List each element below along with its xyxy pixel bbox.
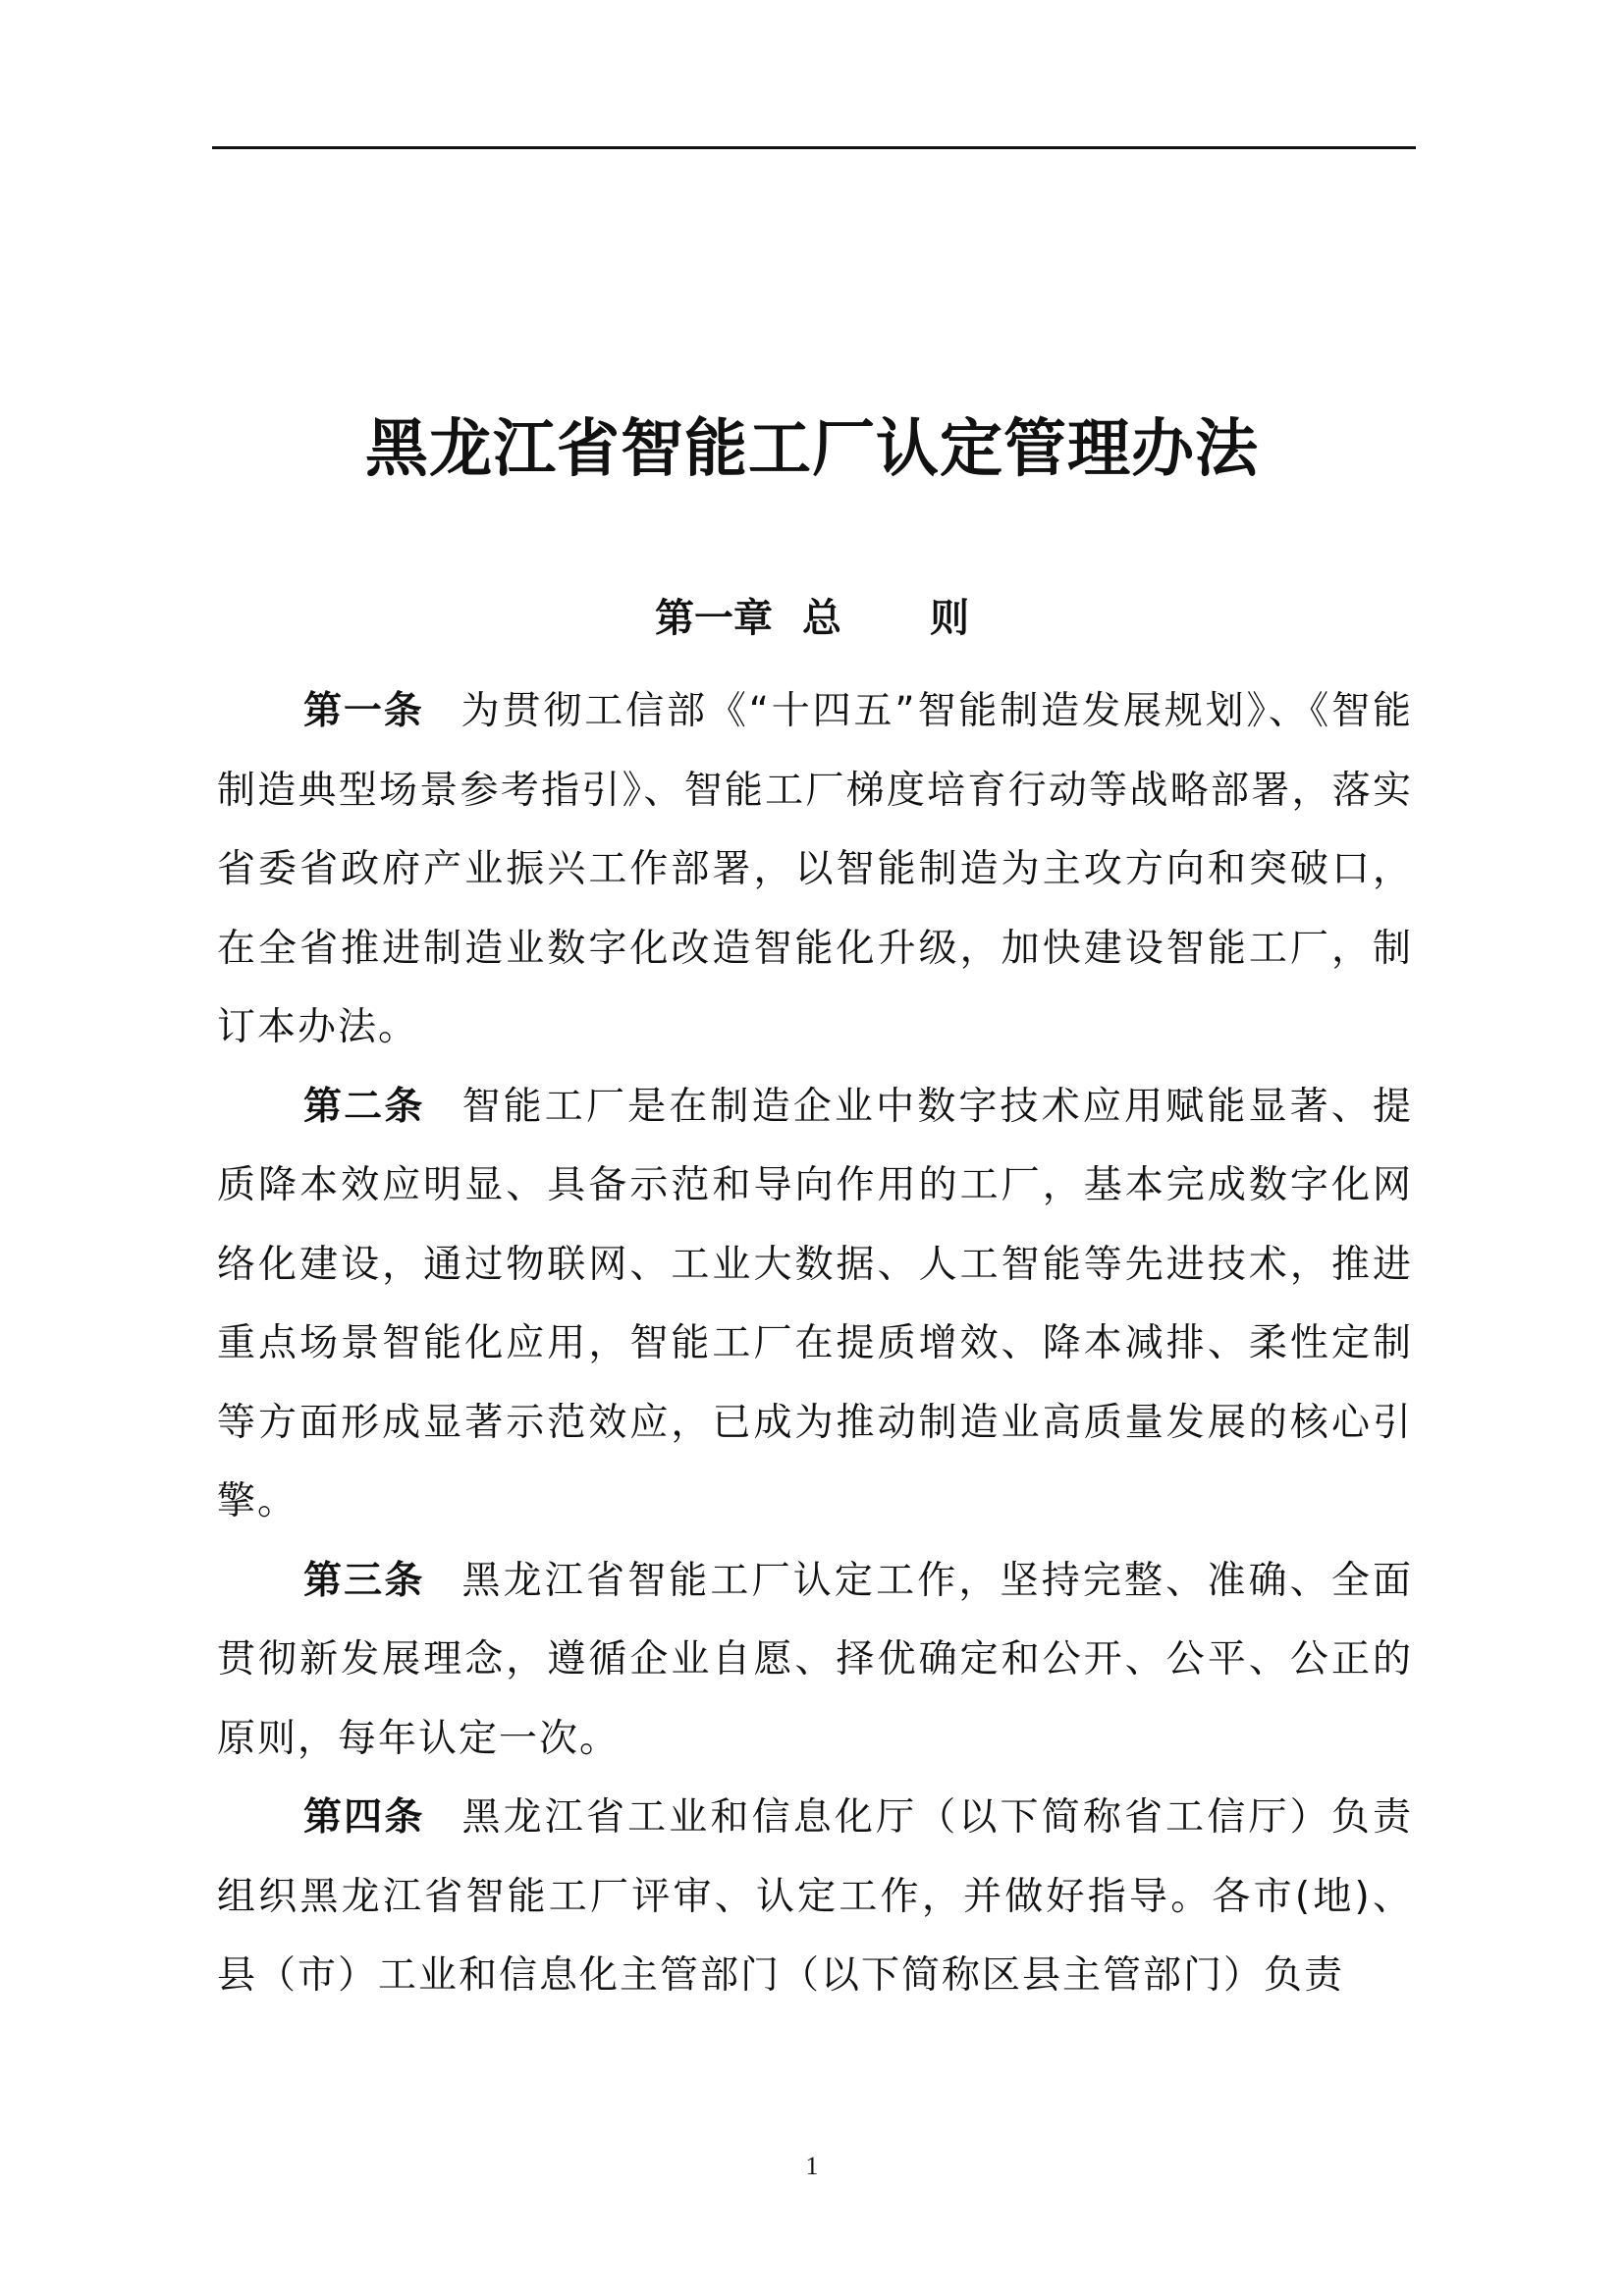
page-number: 1 [805, 2152, 819, 2180]
article-4 [217, 1779, 1413, 2016]
document-body [217, 672, 1413, 2016]
article-text: 智能工厂是在制造企业中数字技术应用赋能显著、提质降本效应明显、具备示范和导向作用的工厂，基本完成数字化网络化建设，通过物联网、工业大数据、人工智能等先进技术，推进重点场景智能化应用，智能工厂在提质增效、降本减排、柔性定制等方面形成显著示范效应，已成为推动制造业高质量发展的核心引擎。 [217, 1084, 1413, 1523]
chapter-label: 第一章 [655, 596, 773, 641]
header-rule [212, 146, 1416, 149]
chapter-title-part1: 总 [802, 596, 841, 641]
article-number: 第一条 [303, 689, 424, 733]
article-number: 第二条 [303, 1084, 425, 1129]
chapter-heading [0, 589, 1624, 648]
document-title: 黑龙江省智能工厂认定管理办法 [365, 412, 1259, 486]
article-2 [217, 1068, 1413, 1542]
article-text: 为贯彻工信部《“十四五”智能制造发展规划》、《智能制造典型场景参考指引》、智能工厂梯度培育行动等战略部署，落实省委省政府产业振兴工作部署，以智能制造为主攻方向和突破口，在全省推进制造业数字化改造智能化升级，加快建设智能工厂，制订本办法。 [217, 689, 1413, 1049]
article-text: 黑龙江省工业和信息化厅（以下简称省工信厅）负责组织黑龙江省智能工厂评审、认定工作，并做好指导。各市(地)、县（市）工业和信息化主管部门（以下简称区县主管部门）负责 [217, 1795, 1413, 1998]
article-text: 黑龙江省智能工厂认定工作，坚持完整、准确、全面贯彻新发展理念，遵循企业自愿、择优确定和公开、公平、公正的原则，每年认定一次。 [217, 1558, 1413, 1761]
article-number: 第三条 [303, 1558, 425, 1603]
article-3 [217, 1542, 1413, 1780]
article-number: 第四条 [303, 1795, 425, 1840]
article-1 [217, 672, 1413, 1068]
chapter-title-part2: 则 [930, 596, 969, 641]
